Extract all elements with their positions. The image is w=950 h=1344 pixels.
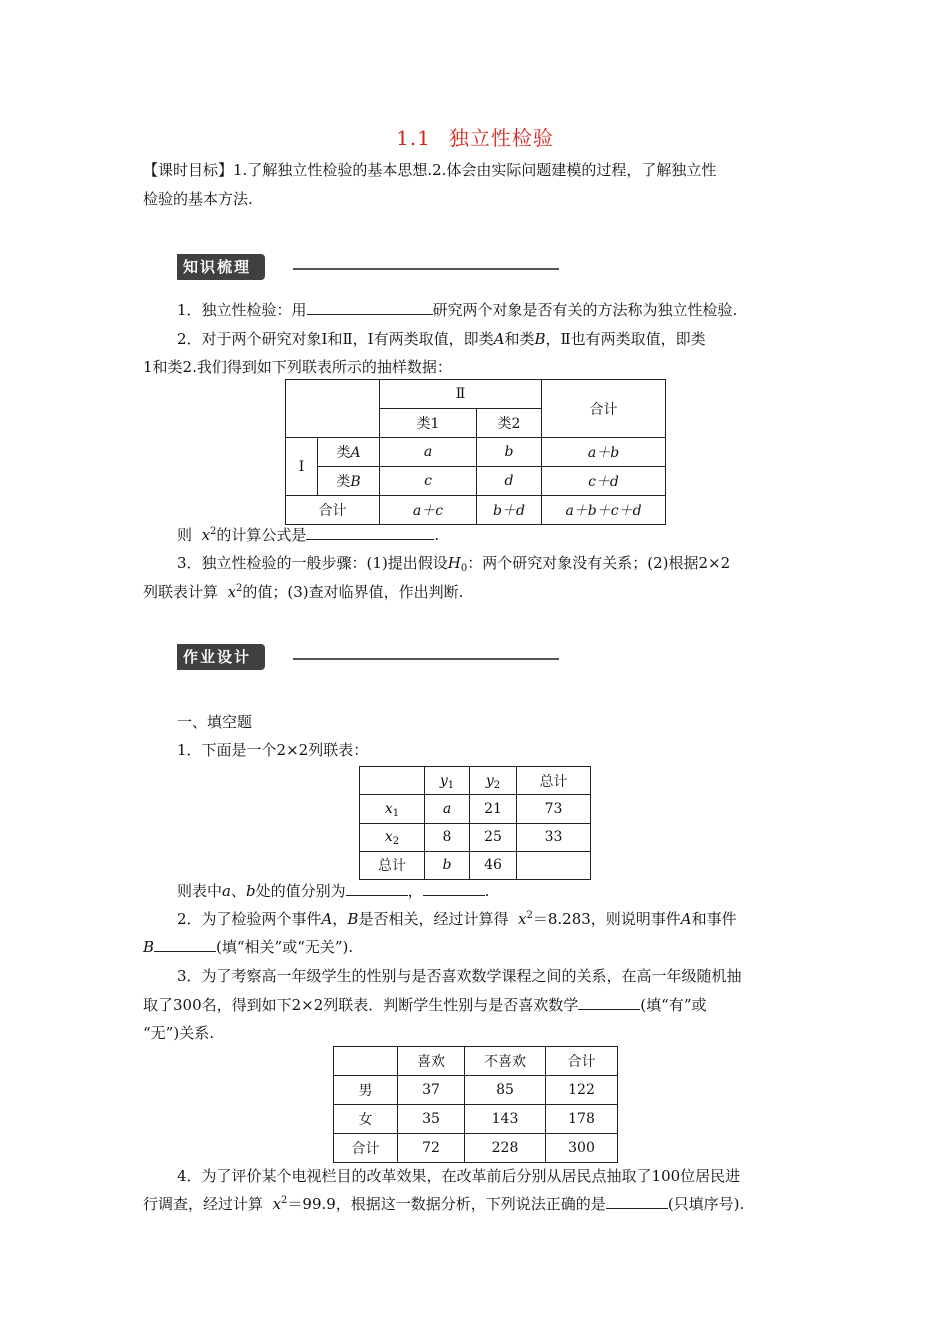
text: 1．独立性检验：用 bbox=[177, 301, 307, 319]
cell bbox=[380, 438, 477, 467]
text: 2．对于两个研究对象Ⅰ和Ⅱ，Ⅰ有两类取值，即类 bbox=[177, 330, 494, 348]
expr: a＋b＋c＋d bbox=[565, 503, 642, 519]
var-A: A bbox=[493, 330, 505, 348]
knowledge-item-3 bbox=[177, 549, 730, 577]
var-A: A bbox=[321, 910, 333, 928]
expr: b＋d bbox=[493, 503, 525, 519]
cell: 72 bbox=[398, 1134, 465, 1163]
hw-q4: 4．为了评价某个电视栏目的改革效果，在改革前后分别从居民点抽取了100位居民进 bbox=[177, 1167, 741, 1185]
text: 是否相关，经过计算得 bbox=[358, 910, 509, 928]
cell: 25 bbox=[470, 823, 517, 851]
var: d bbox=[504, 473, 514, 489]
cell bbox=[425, 795, 470, 823]
var: b bbox=[504, 444, 514, 460]
row-total: 合计 bbox=[334, 1134, 398, 1163]
header-y1 bbox=[425, 767, 470, 795]
hw-q3: 3．为了考察高一年级学生的性别与是否喜欢数学课程之间的关系，在高一年级随机抽 bbox=[177, 967, 742, 985]
cell: 37 bbox=[398, 1076, 465, 1105]
var-a: a bbox=[222, 882, 231, 900]
contingency-table-q3 bbox=[333, 1046, 618, 1163]
fill-blank bbox=[307, 298, 433, 315]
text: 行调查，经过计算 bbox=[143, 1195, 264, 1213]
expr: c＋d bbox=[588, 474, 619, 490]
fill-blank bbox=[606, 1192, 668, 1209]
knowledge-item-2-cont: 1和类2.我们得到如下列联表所示的抽样数据： bbox=[143, 358, 452, 376]
var: y bbox=[485, 772, 494, 789]
subscript: 2 bbox=[493, 779, 501, 791]
fill-blank bbox=[306, 523, 434, 540]
corner-cell bbox=[360, 767, 425, 795]
var: y bbox=[439, 772, 448, 789]
cell: 73 bbox=[517, 795, 591, 823]
var-x: x bbox=[272, 1195, 282, 1213]
cell: 122 bbox=[546, 1076, 618, 1105]
row-class-A bbox=[318, 438, 380, 467]
superscript: 2 bbox=[210, 526, 217, 537]
section-rule bbox=[293, 658, 559, 660]
var-B: B bbox=[347, 910, 359, 928]
text: 列联表计算 bbox=[143, 583, 219, 601]
superscript: 2 bbox=[236, 583, 243, 594]
var: x bbox=[384, 800, 393, 817]
row-total: 总计 bbox=[360, 851, 425, 879]
section-label: 知识梳理 bbox=[177, 254, 265, 280]
text: 研究两个对象是否有关的方法称为独立性检验. bbox=[432, 301, 738, 319]
text: 2．为了检验两个事件 bbox=[177, 910, 322, 928]
row-female: 女 bbox=[334, 1105, 398, 1134]
row-male: 男 bbox=[334, 1076, 398, 1105]
hw-heading: 一、填空题 bbox=[177, 713, 253, 731]
var-B: B bbox=[534, 330, 546, 348]
text: 处的值分别为 bbox=[255, 882, 346, 900]
text: 、 bbox=[230, 882, 246, 900]
cell: 228 bbox=[465, 1134, 546, 1163]
cell: 85 bbox=[465, 1076, 546, 1105]
contingency-table-general bbox=[285, 379, 666, 525]
var: x bbox=[384, 829, 393, 846]
cell-empty bbox=[517, 851, 591, 879]
var: A bbox=[350, 445, 361, 461]
text: ：两个研究对象没有关系；(2)根据2×2 bbox=[467, 554, 731, 572]
cell: 300 bbox=[546, 1134, 618, 1163]
hw-q3-cont-2: “无”)关系. bbox=[143, 1024, 214, 1042]
hw-q2 bbox=[177, 905, 737, 933]
hw-q1-answer bbox=[177, 877, 489, 905]
var-x: x bbox=[227, 583, 237, 601]
row-x2 bbox=[360, 823, 425, 851]
var-b: b bbox=[245, 882, 256, 900]
knowledge-item-2 bbox=[177, 325, 706, 353]
hw-q3-cont bbox=[143, 991, 707, 1019]
cell: 33 bbox=[517, 823, 591, 851]
section-header-homework bbox=[177, 644, 559, 670]
header-total: 合计 bbox=[546, 1047, 618, 1076]
header-dislike: 不喜欢 bbox=[465, 1047, 546, 1076]
cell: 178 bbox=[546, 1105, 618, 1134]
text: ，Ⅱ也有两类取值，即类 bbox=[545, 330, 706, 348]
goal-line-1 bbox=[143, 156, 716, 184]
expr: a＋c bbox=[412, 503, 444, 519]
var: B bbox=[350, 474, 361, 490]
var-A: A bbox=[680, 910, 692, 928]
corner-cell bbox=[286, 380, 380, 438]
knowledge-item-3-cont bbox=[143, 578, 463, 606]
goal-text-1: 1.了解独立性检验的基本思想.2.体会由实际问题建模的过程，了解独立性 bbox=[233, 161, 717, 179]
section-rule bbox=[293, 268, 559, 270]
subscript: 0 bbox=[460, 563, 468, 574]
header-II: Ⅱ bbox=[380, 380, 542, 409]
chi-square-formula-line bbox=[177, 521, 439, 549]
section-number: 1.1 bbox=[396, 126, 431, 150]
header-class-2: 类2 bbox=[477, 409, 542, 438]
cell bbox=[542, 438, 666, 467]
text: 3．独立性检验的一般步骤：(1)提出假设 bbox=[177, 554, 448, 572]
text: . bbox=[484, 882, 490, 900]
subscript: 2 bbox=[392, 836, 400, 848]
row-total: 合计 bbox=[286, 496, 380, 525]
goal-line-2: 检验的基本方法. bbox=[143, 190, 253, 208]
fill-blank bbox=[154, 935, 216, 952]
cell bbox=[477, 467, 542, 496]
text: 则表中 bbox=[177, 882, 223, 900]
subscript: 1 bbox=[392, 807, 400, 819]
cell bbox=[477, 438, 542, 467]
row-x1 bbox=[360, 795, 425, 823]
row-group-I: Ⅰ bbox=[286, 438, 318, 496]
text: ＝8.283，则说明事件 bbox=[532, 910, 681, 928]
cell: 8 bbox=[425, 823, 470, 851]
cell bbox=[380, 467, 477, 496]
var: a bbox=[442, 800, 452, 817]
text: ， bbox=[407, 882, 423, 900]
header-y2 bbox=[470, 767, 517, 795]
text: 和类 bbox=[504, 330, 535, 348]
header-like: 喜欢 bbox=[398, 1047, 465, 1076]
text: 取了300名，得到如下2×2列联表．判断学生性别与是否喜欢数学 bbox=[143, 996, 579, 1014]
var: a bbox=[423, 444, 433, 460]
bullet-icon bbox=[275, 261, 287, 273]
text: 的计算公式是 bbox=[216, 526, 307, 544]
header-total: 总计 bbox=[517, 767, 591, 795]
fill-blank bbox=[346, 879, 408, 896]
title-text: 独立性检验 bbox=[448, 126, 554, 150]
text: ＝99.9，根据这一数据分析，下列说法正确的是 bbox=[287, 1195, 606, 1213]
text: 的值；(3)查对临界值，作出判断. bbox=[242, 583, 464, 601]
var-x: x bbox=[518, 910, 527, 928]
hw-q1: 1．下面是一个2×2列联表： bbox=[177, 741, 369, 759]
cell bbox=[425, 851, 470, 879]
corner-cell bbox=[334, 1047, 398, 1076]
var-x: x bbox=[201, 526, 211, 544]
knowledge-item-1 bbox=[177, 296, 737, 324]
cell: 46 bbox=[470, 851, 517, 879]
var-B: B bbox=[143, 938, 155, 956]
text: (填“相关”或“无关”). bbox=[216, 938, 354, 956]
row-class-B bbox=[318, 467, 380, 496]
text: 则 bbox=[177, 526, 193, 544]
text: . bbox=[434, 526, 440, 544]
text: 类 bbox=[336, 474, 351, 490]
hw-q2-cont bbox=[143, 933, 353, 961]
header-total: 合计 bbox=[542, 380, 666, 438]
cell: 143 bbox=[465, 1105, 546, 1134]
var: c bbox=[424, 473, 432, 489]
text: 和事件 bbox=[691, 910, 737, 928]
bullet-icon bbox=[275, 651, 287, 663]
var-H: H bbox=[447, 554, 461, 572]
cell bbox=[477, 496, 542, 525]
fill-blank bbox=[423, 879, 485, 896]
superscript: 2 bbox=[281, 1195, 288, 1206]
contingency-table-q1 bbox=[359, 766, 591, 880]
text: ， bbox=[332, 910, 348, 928]
section-header-knowledge bbox=[177, 254, 559, 280]
header-class-1: 类1 bbox=[380, 409, 477, 438]
var: b bbox=[442, 857, 452, 874]
cell bbox=[542, 467, 666, 496]
cell bbox=[542, 496, 666, 525]
goal-label: 【课时目标】 bbox=[143, 161, 234, 179]
text: (只填序号). bbox=[667, 1195, 745, 1213]
cell: 35 bbox=[398, 1105, 465, 1134]
cell: 21 bbox=[470, 795, 517, 823]
section-label: 作业设计 bbox=[177, 644, 265, 670]
page-title bbox=[0, 122, 950, 151]
superscript: 2 bbox=[526, 910, 533, 921]
hw-q4-cont bbox=[143, 1190, 744, 1218]
text: 类 bbox=[336, 445, 351, 461]
fill-blank bbox=[578, 993, 640, 1010]
expr: a＋b bbox=[587, 445, 620, 461]
text: (填“有”或 bbox=[640, 996, 707, 1014]
subscript: 1 bbox=[447, 779, 455, 791]
